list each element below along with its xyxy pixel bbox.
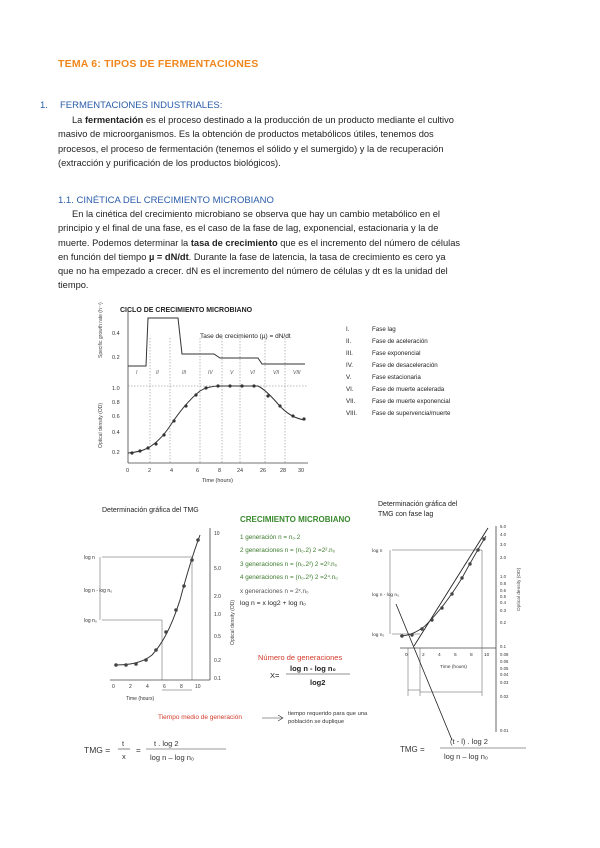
y-tick-bottom-4: 0.2 xyxy=(112,450,120,456)
tmg-xtick-3: 6 xyxy=(163,684,166,690)
section-title: FERMENTACIONES INDUSTRIALES: xyxy=(60,100,223,111)
x-tick-8: 30 xyxy=(298,468,305,474)
tmg-formula-den: log n – log n₀ xyxy=(150,753,194,762)
para1-line4: (extracción y purificación de los productos biológicos). xyxy=(58,157,281,168)
lag-ytick-7: 0.5 xyxy=(500,594,506,599)
x-tick-6: 26 xyxy=(260,468,267,474)
tmg-xtick-4: 8 xyxy=(180,684,183,690)
x-tick-0: 0 xyxy=(126,468,130,474)
tmg-description xyxy=(288,710,367,726)
legend-label-6: Fase de muerte acelerada xyxy=(372,386,445,393)
legend-label-5: Fase estacionaria xyxy=(372,374,421,381)
x-eq-den: log2 xyxy=(310,678,326,687)
generation-line-2: 2 generaciones n = (n₀.2) 2 =2².n₀ xyxy=(240,547,336,555)
page-title: TEMA 6: TIPOS DE FERMENTACIONES xyxy=(58,58,259,70)
tmg-ytick-1: 5.0 xyxy=(214,566,221,572)
para1-line2: masivo de microorganismos. Es la obtención de productos metabólicos útiles, tenemos dos xyxy=(58,129,434,140)
generation-line-3: 3 generaciones n = (n₀.2²) 2 =2³.n₀ xyxy=(240,560,338,568)
y-tick-bottom-0: 1.0 xyxy=(112,386,120,392)
tmg-figure xyxy=(80,500,240,732)
optical-density-axis-label: Optical density (OD) xyxy=(98,402,104,448)
lag-ytick-8: 0.4 xyxy=(500,600,506,605)
legend-num-4: IV. xyxy=(346,362,353,369)
lag-ytick-16: 0.03 xyxy=(500,680,509,685)
lag-ytick-14: 0.05 xyxy=(500,666,509,671)
tmg-lag-figure xyxy=(370,496,530,740)
tmg-desc-line2: población se duplique xyxy=(288,719,345,725)
lag-ytick-9: 0.3 xyxy=(500,608,506,613)
phase-mark-8: VIII xyxy=(293,370,301,376)
tmg-label: Tiempo medio de generación xyxy=(158,714,242,721)
tmg-lag-lhs: TMG = xyxy=(400,745,425,754)
tmg-figure-title: Determinación gráfica del TMG xyxy=(102,507,199,514)
paragraph-kinetics xyxy=(58,207,540,293)
y-tick-top-1: 0.2 xyxy=(112,355,120,361)
lag-xtick-0: 0 xyxy=(405,653,408,658)
lag-xtick-1: 2 xyxy=(422,653,425,658)
tmg-formula xyxy=(78,735,238,769)
x-eq-label: X= xyxy=(270,671,280,680)
lag-ytick-4: 1.0 xyxy=(500,574,506,579)
num-generations-title: Número de generaciones xyxy=(258,653,343,662)
lag-xtick-4: 8 xyxy=(470,653,473,658)
lag-xtick-2: 4 xyxy=(438,653,441,658)
phase-mark-4: IV xyxy=(208,370,213,376)
tmg-ytick-6: 0.1 xyxy=(214,676,221,682)
growth-formulas-block xyxy=(240,515,380,607)
legend-num-8: VIII. xyxy=(346,410,358,417)
phase-mark-3: III xyxy=(182,370,187,376)
tmg-label-diff: log n - log n₀ xyxy=(84,588,113,594)
lag-ytick-1: 4.0 xyxy=(500,532,506,537)
generation-lines xyxy=(240,531,380,598)
para2-line6: tiempo. xyxy=(58,280,89,291)
lag-ytick-15: 0.04 xyxy=(500,672,509,677)
y-tick-bottom-1: 0.8 xyxy=(112,400,120,406)
para2-line2: principio y el final de una fase, es el caso de la fase de lag, exponencial, estacionaria y la de xyxy=(58,223,439,234)
y-tick-top-0: 0.4 xyxy=(112,331,120,337)
tmg-x-axis-label: Time (hours) xyxy=(126,696,155,702)
para2-line5: que no ha empezado a crecer. dN es el incremento del número de células y dt es la unidad del xyxy=(58,266,448,277)
tmg-label-logn0: log n₀ xyxy=(84,618,97,624)
x-eq-num: log n - log n₀ xyxy=(290,664,336,673)
legend-label-3: Fase exponencial xyxy=(372,350,421,357)
y-tick-bottom-3: 0.4 xyxy=(112,430,120,436)
x-tick-3: 6 xyxy=(196,468,200,474)
y-tick-bottom-2: 0.6 xyxy=(112,414,120,420)
lag-ytick-18: 0.01 xyxy=(500,728,509,733)
phase-mark-2: II xyxy=(156,370,159,376)
lag-ytick-11: 0.1 xyxy=(500,644,506,649)
lag-ytick-2: 3.0 xyxy=(500,542,506,547)
x-tick-2: 4 xyxy=(170,468,174,474)
tmg-formula-t: t xyxy=(122,739,125,748)
lag-ytick-10: 0.2 xyxy=(500,620,506,625)
lag-xtick-5: 10 xyxy=(484,653,490,658)
legend-num-7: VII. xyxy=(346,398,356,405)
legend-num-3: III. xyxy=(346,350,353,357)
x-axis-label: Time (hours) xyxy=(202,478,233,484)
generation-line-1: 1 generación n = n₀.2 xyxy=(240,534,301,541)
subsection-heading: 1.1. CINÉTICA DEL CRECIMIENTO MICROBIANO xyxy=(58,195,274,206)
phase-mark-6: VI xyxy=(250,370,255,376)
specific-growth-axis-label: Specific growth rate (h⁻¹) xyxy=(98,302,104,358)
legend-label-2: Fase de aceleración xyxy=(372,338,428,345)
x-tick-4: 8 xyxy=(218,468,222,474)
para1-line1: La fermentación es el proceso destinado a la producción de un producto mediante el cultivo xyxy=(72,115,454,125)
tmg-label-logn: log n xyxy=(84,555,95,561)
x-tick-7: 28 xyxy=(280,468,287,474)
phase-mark-1: I xyxy=(136,370,138,376)
para2-line1: En la cinética del crecimiento microbiano se observa que hay un cambio metabólico en el xyxy=(72,209,440,219)
phase-mark-5: V xyxy=(230,370,234,376)
tmg-xtick-0: 0 xyxy=(112,684,115,690)
lag-label-logn0: log n₀ xyxy=(372,633,385,638)
tmg-lag-den: log n – log n₀ xyxy=(444,752,488,761)
lag-ytick-6: 0.6 xyxy=(500,588,506,593)
svg-text:=: = xyxy=(136,746,141,755)
para2-line4: en función del tiempo µ = dN/dt. Durante la fase de latencia, la tasa de crecimiento es cero ya xyxy=(58,251,446,262)
tmg-ytick-5: 0.2 xyxy=(214,658,221,664)
tmg-formula-num: t . log 2 xyxy=(154,739,179,748)
tmg-ytick-2: 2.0 xyxy=(214,594,221,600)
legend-num-1: I. xyxy=(346,326,350,333)
tmg-lag-title-2: TMG con fase lag xyxy=(378,511,434,518)
tmg-xtick-5: 10 xyxy=(195,684,201,690)
lag-label-diff: log n - log n₀ xyxy=(372,593,400,598)
legend-num-6: VI. xyxy=(346,386,354,393)
tmg-lag-num: (t - l) . log 2 xyxy=(450,737,488,746)
legend-num-5: V. xyxy=(346,374,352,381)
x-tick-5: 24 xyxy=(237,468,244,474)
lag-ytick-17: 0.02 xyxy=(500,694,509,699)
growth-cycle-title: CICLO DE CRECIMIENTO MICROBIANO xyxy=(120,307,253,314)
phase-mark-7: VII xyxy=(273,370,280,376)
lag-xtick-3: 6 xyxy=(454,653,457,658)
legend-label-7: Fase de muerte exponencial xyxy=(372,398,451,405)
legend-label-8: Fase de supervencia/muerte xyxy=(372,410,451,417)
tmg-xtick-1: 2 xyxy=(129,684,132,690)
generation-line-x: x generaciones n = 2ˣ.n₀ xyxy=(240,587,309,595)
tmg-lag-title-1: Determinación gráfica del xyxy=(378,501,458,508)
lag-ytick-3: 2.0 xyxy=(500,555,506,560)
growth-cycle-figure xyxy=(90,298,451,490)
lag-ytick-0: 5.0 xyxy=(500,524,506,529)
paragraph-fermentation xyxy=(58,113,540,170)
section-number: 1. xyxy=(40,100,48,111)
tmg-ytick-0: 10 xyxy=(214,531,220,537)
generation-line-4: 4 generaciones n = (n₀.2³) 2 =2⁴.n₀ xyxy=(240,574,338,582)
para2-line3: muerte. Podemos determinar la tasa de crecimiento que es el incremento del número de células xyxy=(58,237,461,248)
growth-heading: CRECIMIENTO MICROBIANO xyxy=(240,515,351,524)
legend-num-2: II. xyxy=(346,338,352,345)
log-formula: log n = x log2 + log n₀ xyxy=(240,600,306,608)
lag-y-axis-label: Optical density (OD) xyxy=(517,567,522,611)
growth-rate-label: Tase de crecimiento (µ) = dN/dt xyxy=(200,333,291,340)
tmg-formula-lhs: TMG = xyxy=(84,745,111,755)
para1-line3: procesos, el proceso de fermentación (tenemos el sólido y el sumergido) y la de recuperación xyxy=(58,143,444,154)
section-heading xyxy=(40,100,222,111)
tmg-formula-x: x xyxy=(122,752,126,761)
lag-ytick-5: 0.8 xyxy=(500,581,506,586)
lag-x-axis-label: Time (hours) xyxy=(440,665,468,670)
tmg-ytick-4: 0.5 xyxy=(214,634,221,640)
legend-label-4: Fase de desaceleración xyxy=(372,362,438,369)
tmg-y-axis-label: Optical density (OD) xyxy=(230,599,236,645)
legend-label-1: Fase lag xyxy=(372,326,396,333)
x-tick-1: 2 xyxy=(148,468,152,474)
lag-label-logn: log n xyxy=(372,549,383,554)
lag-ytick-12: 0.08 xyxy=(500,652,509,657)
num-generations-formula xyxy=(268,662,378,690)
lag-ytick-13: 0.06 xyxy=(500,659,509,664)
tmg-lag-formula xyxy=(398,734,538,768)
tmg-ytick-3: 1.0 xyxy=(214,612,221,618)
arrow-icon xyxy=(260,713,286,723)
tmg-xtick-2: 4 xyxy=(146,684,149,690)
tmg-desc-line1: tiempo requerido para que una xyxy=(288,711,368,717)
